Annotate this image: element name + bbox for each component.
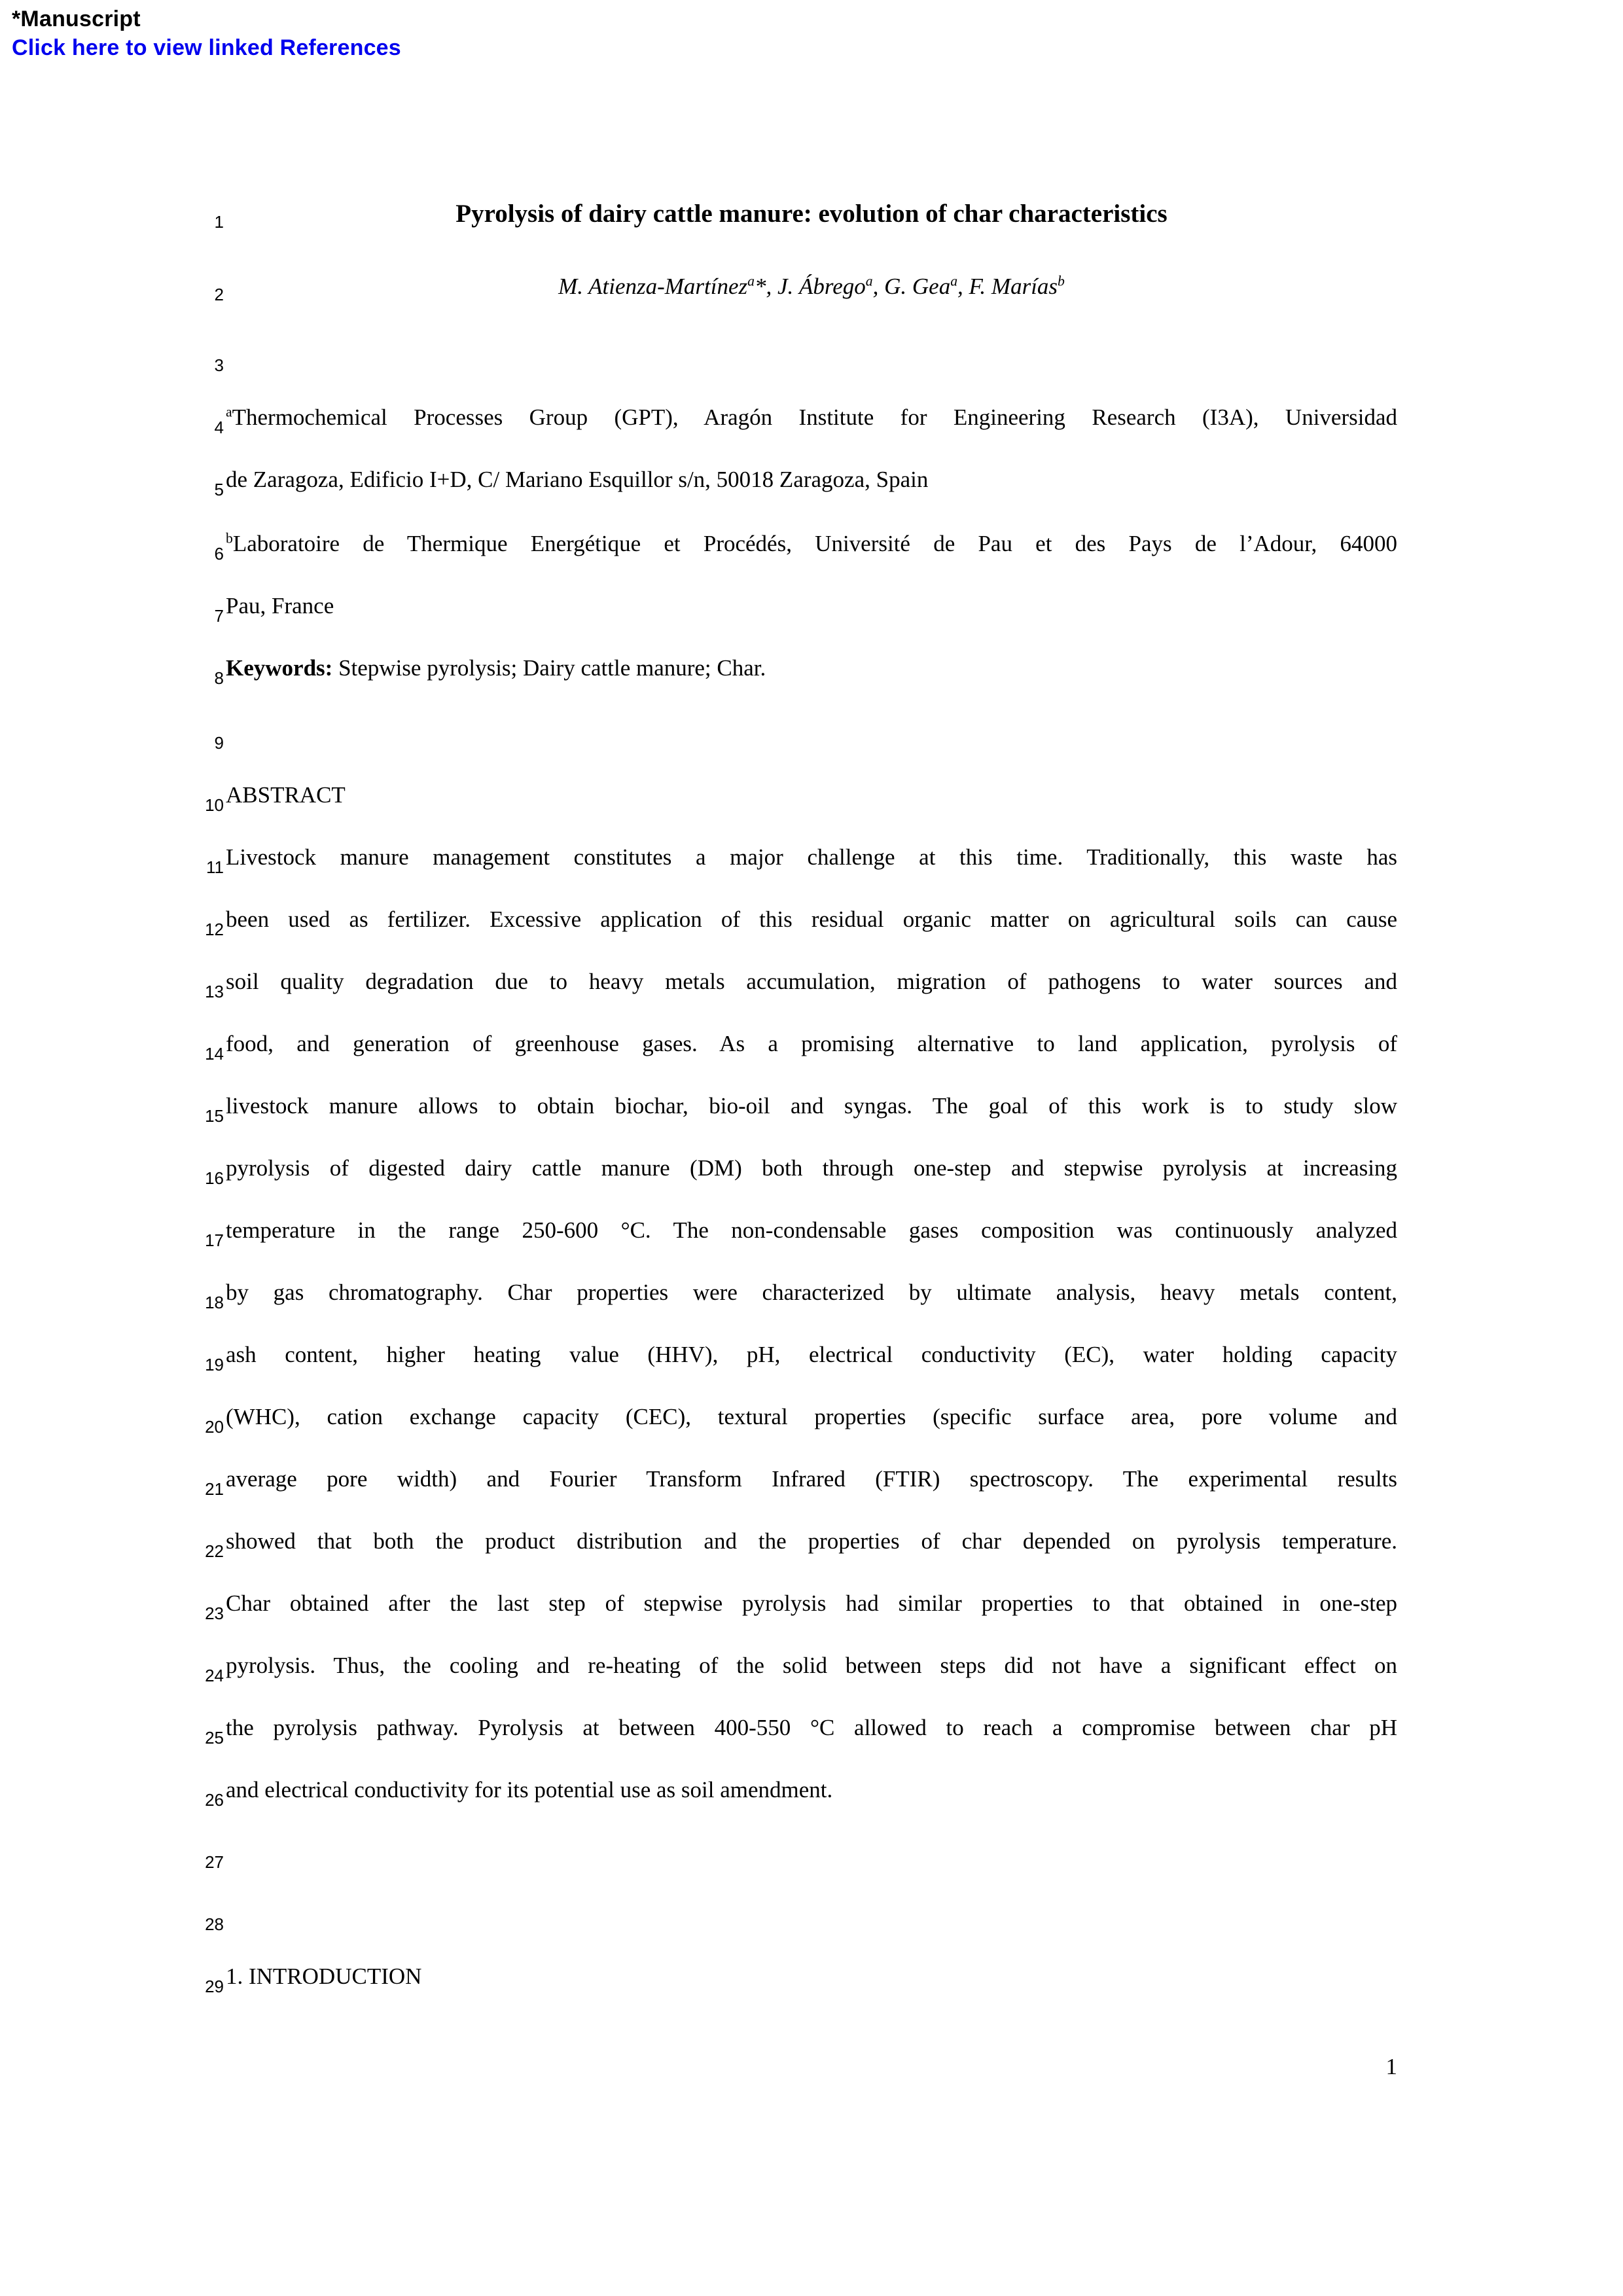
- abstract-line: pyrolysis. Thus, the cooling and re-heating of the solid between steps did not have a significant effect on: [226, 1653, 1397, 1678]
- author-affiliation-marker: a: [865, 273, 873, 289]
- page-number: 1: [1385, 2054, 1397, 2079]
- abstract-line: food, and generation of greenhouse gases. As a promising alternative to land application, pyrolysis of: [226, 1031, 1397, 1056]
- affiliation-a-line-2: de Zaragoza, Edificio I+D, C/ Mariano Esquillor s/n, 50018 Zaragoza, Spain: [226, 467, 929, 492]
- corresponding-author-marker: *: [754, 274, 766, 299]
- abstract-line: pyrolysis of digested dairy cattle manure (DM) both through one-step and stepwise pyrolysis at increasing: [226, 1155, 1397, 1181]
- line-number: 12: [205, 920, 224, 939]
- line-number: 9: [214, 733, 224, 753]
- line-number-gutter: [165, 0, 224, 2296]
- line-number: 4: [214, 418, 224, 437]
- affiliation-text: Thermochemical Processes Group (GPT), Aragón Institute for Engineering Research (I3A), Universidad: [232, 404, 1397, 430]
- abstract-line: been used as fertilizer. Excessive application of this residual organic matter on agricultural soils can cause: [226, 906, 1397, 932]
- document-body: [226, 0, 1397, 2296]
- line-number: 6: [214, 544, 224, 564]
- affiliation-b-line-1: [226, 532, 1397, 555]
- keywords-value: Stepwise pyrolysis; Dairy cattle manure; Char.: [338, 655, 766, 681]
- section-heading-introduction: 1. INTRODUCTION: [226, 1964, 422, 1989]
- line-number: 2: [214, 285, 224, 304]
- abstract-heading: ABSTRACT: [226, 782, 346, 808]
- line-number: 28: [205, 1914, 224, 1934]
- author-name: M. Atienza-Martínez: [558, 274, 748, 299]
- abstract-line: livestock manure allows to obtain biochar, bio-oil and syngas. The goal of this work is to study slow: [226, 1093, 1397, 1119]
- line-number: 13: [205, 982, 224, 1001]
- abstract-line: showed that both the product distribution and the properties of char depended on pyrolysis temperature.: [226, 1528, 1397, 1554]
- line-number: 24: [205, 1666, 224, 1685]
- line-number: 14: [205, 1044, 224, 1064]
- line-number: 23: [205, 1604, 224, 1623]
- affiliation-text: Laboratoire de Thermique Energétique et Procédés, Université de Pau et des Pays de l’Adour, 64000: [232, 531, 1397, 556]
- line-number: 25: [205, 1728, 224, 1748]
- affiliation-marker: b: [226, 530, 233, 547]
- line-number: 20: [205, 1417, 224, 1437]
- view-linked-references-link[interactable]: Click here to view linked References: [12, 35, 401, 60]
- line-number: 21: [205, 1479, 224, 1499]
- line-number: 5: [214, 480, 224, 499]
- line-number: 10: [205, 795, 224, 815]
- line-number: 15: [205, 1106, 224, 1126]
- manuscript-label: *Manuscript: [12, 7, 141, 31]
- line-number: 16: [205, 1168, 224, 1188]
- abstract-line: and electrical conductivity for its potential use as soil amendment.: [226, 1777, 833, 1803]
- affiliation-a-line-1: [226, 406, 1397, 429]
- line-number: 29: [205, 1977, 224, 1996]
- line-number: 27: [205, 1852, 224, 1872]
- line-number: 11: [206, 857, 224, 877]
- abstract-line: by gas chromatography. Char properties were characterized by ultimate analysis, heavy metals content,: [226, 1280, 1397, 1305]
- paper-title: Pyrolysis of dairy cattle manure: evolution of char characteristics: [455, 200, 1168, 228]
- keywords-label: Keywords:: [226, 655, 333, 681]
- author-name: F. Marías: [969, 274, 1058, 299]
- author-affiliation-marker: a: [747, 273, 755, 289]
- line-number: 3: [214, 355, 224, 375]
- abstract-line: temperature in the range 250-600 °C. The non-condensable gases composition was continuously analyzed: [226, 1217, 1397, 1243]
- line-number: 8: [214, 668, 224, 688]
- line-number: 19: [205, 1355, 224, 1374]
- abstract-line: soil quality degradation due to heavy metals accumulation, migration of pathogens to water sources and: [226, 969, 1397, 994]
- author-affiliation-marker: a: [950, 273, 958, 289]
- affiliation-marker: a: [226, 404, 232, 420]
- abstract-line: Livestock manure management constitutes a major challenge at this time. Traditionally, this waste has: [226, 844, 1397, 870]
- affiliation-b-line-2: Pau, France: [226, 593, 334, 619]
- author-name: G. Gea: [884, 274, 951, 299]
- line-number: 26: [205, 1790, 224, 1810]
- keywords-line: [226, 656, 1397, 679]
- abstract-line: ash content, higher heating value (HHV), pH, electrical conductivity (EC), water holding capacity: [226, 1342, 1397, 1367]
- line-number: 18: [205, 1293, 224, 1312]
- abstract-line: Char obtained after the last step of stepwise pyrolysis had similar properties to that obtained in one-step: [226, 1590, 1397, 1616]
- line-number: 7: [214, 606, 224, 626]
- abstract-line: (WHC), cation exchange capacity (CEC), textural properties (specific surface area, pore volume and: [226, 1404, 1397, 1429]
- line-number: 17: [205, 1230, 224, 1250]
- author-list: M. Atienza-Martínez$^a$*, J. Ábrego$^a$, G. Gea$^a$, F. Marías$^b$: [558, 273, 1065, 299]
- abstract-line: average pore width) and Fourier Transform Infrared (FTIR) spectroscopy. The experimental results: [226, 1466, 1397, 1492]
- author-affiliation-marker: b: [1058, 273, 1065, 289]
- author-name: J. Ábrego: [777, 274, 866, 299]
- line-number: 1: [214, 212, 224, 232]
- line-number: 22: [205, 1541, 224, 1561]
- abstract-line: the pyrolysis pathway. Pyrolysis at between 400-550 °C allowed to reach a compromise between char pH: [226, 1715, 1397, 1740]
